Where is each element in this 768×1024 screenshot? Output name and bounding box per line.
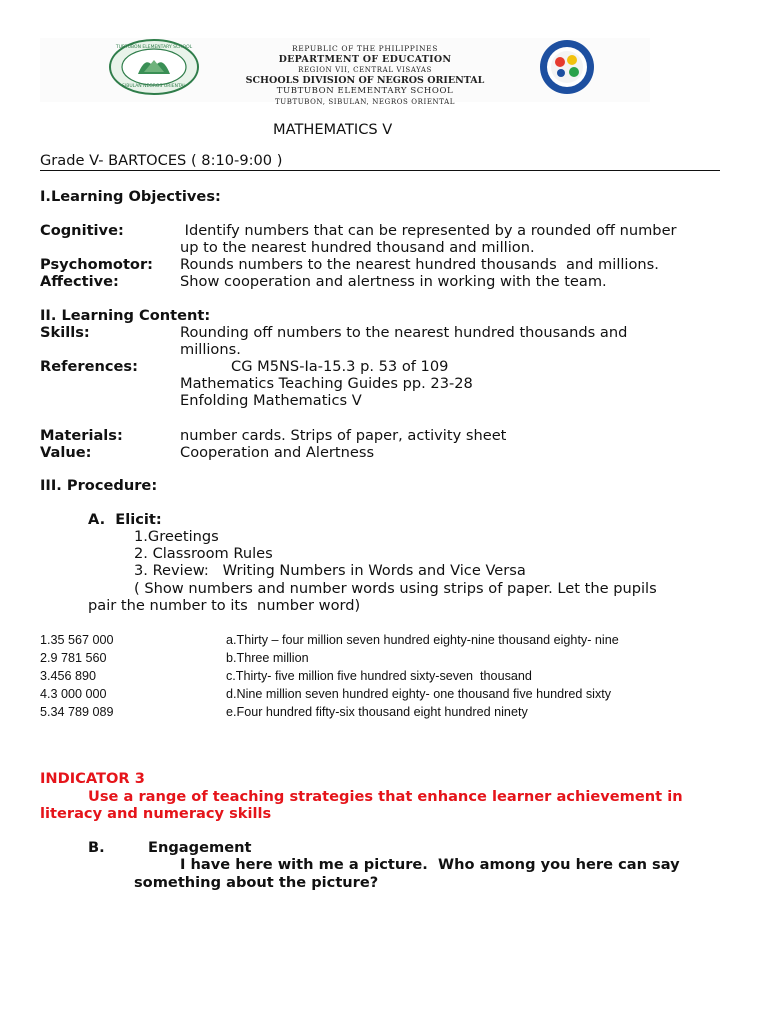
- svg-text:SIBULAN NEGROS ORIENTAL: SIBULAN NEGROS ORIENTAL: [122, 84, 186, 89]
- reference-1: CG M5NS-Ia-15.3 p. 53 of 109: [231, 358, 449, 375]
- header-line-division: SCHOOLS DIVISION OF NEGROS ORIENTAL: [245, 74, 485, 86]
- materials-text: number cards. Strips of paper, activity sheet: [180, 427, 507, 444]
- matching-word: b.Three million: [226, 651, 309, 665]
- psychomotor-label: Psychomotor:: [40, 256, 153, 273]
- cognitive-label: Cognitive:: [40, 222, 124, 239]
- svg-text:TUBTUBON ELEMENTARY SCHOOL: TUBTUBON ELEMENTARY SCHOOL: [115, 45, 193, 50]
- header-line-deped: DEPARTMENT OF EDUCATION: [278, 53, 452, 65]
- procedure-heading: III. Procedure:: [40, 477, 158, 494]
- affective-text: Show cooperation and alertness in working with the team.: [180, 273, 607, 290]
- matching-word: d.Nine million seven hundred eighty- one thousand five hundred sixty: [226, 687, 612, 701]
- matching-number: 2.9 781 560: [40, 651, 107, 665]
- content-heading: II. Learning Content:: [40, 307, 211, 324]
- school-seal-logo: [108, 38, 200, 96]
- skills-text-2: millions.: [180, 341, 241, 358]
- letterhead-text: [230, 44, 500, 107]
- matching-number: 5.34 789 089: [40, 705, 114, 719]
- title-rule: [40, 170, 720, 171]
- elicit-item-2: 2. Classroom Rules: [134, 545, 273, 562]
- elicit-item-3: 3. Review: Writing Numbers in Words and Vice Versa: [134, 562, 526, 579]
- indicator-title: INDICATOR 3: [40, 770, 145, 787]
- indicator-text-1: Use a range of teaching strategies that enhance learner achievement in: [88, 788, 683, 805]
- header-line-address: TUBTUBON, SIBULAN, NEGROS ORIENTAL: [274, 97, 456, 106]
- value-text: Cooperation and Alertness: [180, 444, 375, 461]
- matching-number: 3.456 890: [40, 669, 97, 683]
- deped-seal-logo: [524, 38, 610, 96]
- elicit-item-5: pair the number to its number word): [88, 597, 361, 614]
- elicit-heading: A. Elicit:: [88, 511, 162, 528]
- objectives-heading: I.Learning Objectives:: [40, 188, 221, 205]
- psychomotor-text: Rounds numbers to the nearest hundred thousands and millions.: [180, 256, 659, 273]
- value-label: Value:: [40, 444, 92, 461]
- engagement-label: B.: [88, 839, 105, 856]
- cognitive-text-2: up to the nearest hundred thousand and million.: [180, 239, 535, 256]
- elicit-item-1: 1.Greetings: [134, 528, 219, 545]
- lesson-title: MATHEMATICS V: [273, 121, 393, 138]
- engagement-text-1: I have here with me a picture. Who among you here can say: [180, 856, 680, 873]
- cognitive-text-1: Identify numbers that can be represented by a rounded off number: [180, 222, 677, 239]
- matching-number: 1.35 567 000: [40, 633, 114, 647]
- affective-label: Affective:: [40, 273, 119, 290]
- grade-line: Grade V- BARTOCES ( 8:10-9:00 ): [40, 152, 283, 169]
- matching-word: c.Thirty- five million five hundred sixty-seven thousand: [226, 669, 532, 683]
- engagement-heading: Engagement: [148, 839, 252, 856]
- references-label: References:: [40, 358, 138, 375]
- matching-word: e.Four hundred fifty-six thousand eight hundred ninety: [226, 705, 528, 719]
- matching-number: 4.3 000 000: [40, 687, 107, 701]
- header-line-republic: REPUBLIC OF THE PHILIPPINES: [292, 44, 438, 53]
- elicit-item-4: ( Show numbers and number words using strips of paper. Let the pupils: [134, 580, 657, 597]
- matching-word: a.Thirty – four million seven hundred eighty-nine thousand eighty- nine: [226, 633, 619, 647]
- reference-2: Mathematics Teaching Guides pp. 23-28: [180, 375, 473, 392]
- header-line-region: REGION VII, CENTRAL VISAYAS: [298, 66, 432, 74]
- engagement-text-2: something about the picture?: [134, 874, 379, 891]
- header-line-school: TUBTUBON ELEMENTARY SCHOOL: [276, 86, 454, 96]
- skills-label: Skills:: [40, 324, 90, 341]
- reference-3: Enfolding Mathematics V: [180, 392, 362, 409]
- indicator-text-2: literacy and numeracy skills: [40, 805, 272, 822]
- skills-text-1: Rounding off numbers to the nearest hundred thousands and: [180, 324, 628, 341]
- materials-label: Materials:: [40, 427, 123, 444]
